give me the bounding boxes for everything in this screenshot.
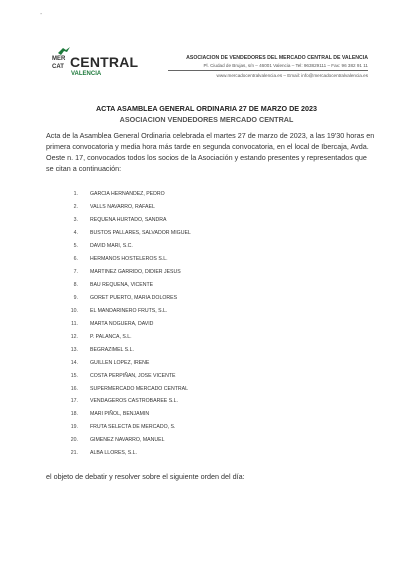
attendee-number: 21.	[70, 450, 78, 457]
attendee-name: GUILLEN LOPEZ, IRENE	[90, 359, 150, 366]
attendee-number: 12.	[70, 333, 78, 340]
attendee-item	[64, 214, 344, 227]
attendee-number: 13.	[70, 346, 78, 353]
attendee-number: 16.	[70, 385, 78, 392]
attendee-name: VENDAGEROS CASTROBAREE S.L.	[90, 398, 178, 405]
attendee-item	[64, 343, 344, 356]
attendee-number: 5.	[73, 243, 78, 250]
association-web: www.mercadocentralvalencia.es – Email: info@mercadocentralvalencia.es	[216, 73, 368, 78]
association-header	[168, 55, 368, 78]
attendee-item	[64, 201, 344, 214]
attendee-number: 17.	[70, 398, 78, 405]
corner-mark: -	[40, 11, 43, 18]
intro-paragraph: Acta de la Asamblea General Ordinaria celebrada el martes 27 de marzo de 2023, a las 19'30 horas en primera convocatoria y media hora más tarde en segunda convocatoria, en el local de Ibercaja, Avda. Oeste n. 17, convocados todos los socios de la Asociación y estando presentes y representados que se citan a continuación:	[46, 131, 375, 173]
attendee-name: MARTINEZ GARRIDO, DIDIER JESUS	[90, 269, 181, 276]
attendee-item	[64, 240, 344, 253]
logo-central-text: CENTRAL	[70, 54, 139, 70]
attendee-name: BEGRAZIMEL S.L.	[90, 346, 134, 353]
attendee-name: SUPERMERCADO MERCADO CENTRAL	[90, 385, 188, 392]
attendee-number: 9.	[73, 294, 78, 301]
attendee-name: P. PALANCA, S.L.	[90, 333, 132, 340]
attendee-item	[64, 382, 344, 395]
attendee-name: COSTA PERPIÑAN, JOSE VICENTE	[90, 372, 176, 379]
logo-cat-text: CAT	[52, 64, 64, 70]
attendee-item	[64, 292, 344, 305]
attendee-name: EL MANDARINERO FRUTS, S.L.	[90, 307, 168, 314]
attendee-number: 15.	[70, 372, 78, 379]
attendee-name: GIMENEZ NAVARRO, MANUEL	[90, 437, 165, 444]
attendee-number: 8.	[73, 282, 78, 289]
attendee-item	[64, 279, 344, 292]
attendee-number: 4.	[73, 230, 78, 237]
attendee-item	[64, 330, 344, 343]
association-address: Pl. Ciudad de Brujas, s/n – 46001 Valencia – Tel: 963829111 – Fax: 96 382 91 11	[203, 63, 368, 68]
attendee-name: REQUENA HURTADO, SANDRA	[90, 217, 167, 224]
attendee-number: 11.	[71, 320, 78, 327]
attendee-number: 6.	[73, 256, 78, 263]
attendee-item	[64, 227, 344, 240]
attendee-number: 10.	[70, 307, 78, 314]
attendee-item	[64, 369, 344, 382]
attendee-item	[64, 317, 344, 330]
bird-logo-icon	[58, 47, 70, 55]
attendee-item	[64, 408, 344, 421]
attendee-number: 1.	[73, 191, 78, 198]
attendee-name: BAU REQUENA, VICENTE	[90, 282, 154, 289]
attendee-number: 3.	[73, 217, 78, 224]
attendee-number: 14.	[70, 359, 78, 366]
attendee-name: HERMANOS HOSTELEROS S.L.	[90, 256, 168, 263]
attendee-name: GORET PUERTO, MARIA DOLORES	[90, 294, 178, 301]
logo-valencia-text: VALENCIA	[71, 71, 102, 77]
attendee-name: ALBA LLORES, S.L.	[90, 450, 138, 457]
attendee-name: DAVID MARI, S.C.	[90, 243, 133, 250]
attendee-name: MARTA NOGUERA, DAVID	[90, 320, 154, 327]
logo-mer-text: MER	[52, 56, 66, 62]
association-name: ASOCIACION DE VENDEDORES DEL MERCADO CENTRAL DE VALENCIA	[186, 55, 368, 61]
attendee-item	[64, 266, 344, 279]
attendee-name: VALLS NAVARRO, RAFAEL	[90, 204, 155, 211]
attendee-number: 7.	[73, 269, 78, 276]
attendee-list	[64, 188, 344, 460]
attendee-item	[64, 188, 344, 201]
closing-sentence: el objeto de debatir y resolver sobre el siguiente orden del día:	[46, 472, 245, 481]
attendee-item	[64, 253, 344, 266]
attendee-number: 19.	[70, 424, 78, 431]
attendee-item	[64, 447, 344, 460]
document-title: ACTA ASAMBLEA GENERAL ORDINARIA 27 DE MARZO DE 2023	[95, 104, 318, 113]
attendee-item	[64, 395, 344, 408]
attendee-name: MARI PIÑOL, BENJAMIN	[90, 411, 150, 418]
attendee-number: 18.	[70, 411, 78, 418]
attendee-name: FRUTA SELECTA DE MERCADO, S.	[90, 424, 176, 431]
attendee-number: 20.	[70, 437, 78, 444]
attendee-name: BUSTOS PALLARES, SALVADOR MIGUEL	[90, 230, 191, 237]
attendee-item	[64, 421, 344, 434]
mercado-central-logo	[52, 52, 139, 86]
attendee-item	[64, 434, 344, 447]
attendee-item	[64, 304, 344, 317]
header-divider	[168, 70, 368, 71]
attendee-item	[64, 356, 344, 369]
document-subtitle: ASOCIACION VENDEDORES MERCADO CENTRAL	[119, 115, 294, 124]
attendee-name: GARCIA HERNANDEZ, PEDRO	[90, 191, 165, 198]
attendee-number: 2.	[73, 204, 78, 211]
